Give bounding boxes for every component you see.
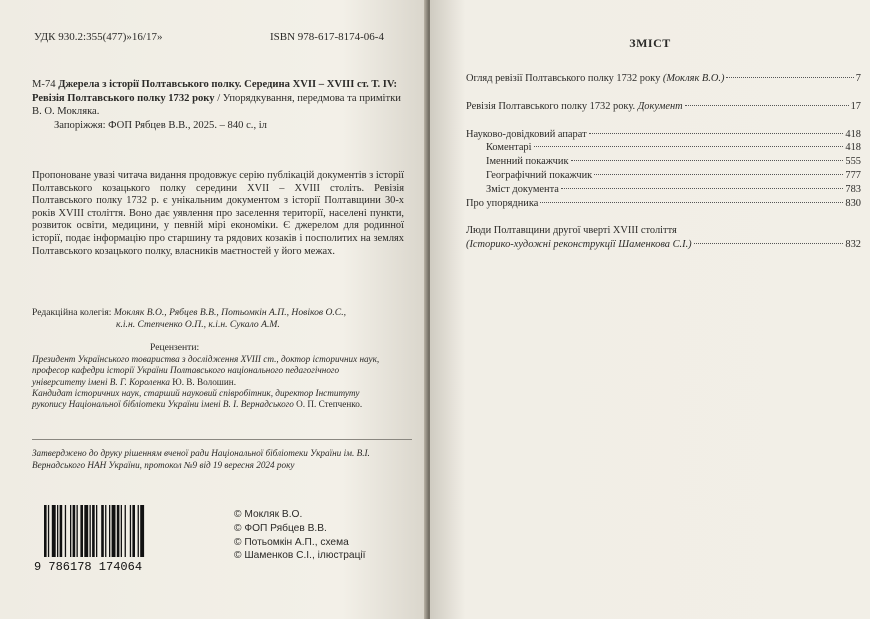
toc-leader xyxy=(589,133,844,134)
editorial-board-line2: к.і.н. Степченко О.П., к.і.н. Сукало А.М. xyxy=(116,319,280,330)
abstract: Пропоноване увазі читача видання продовжує серію публікацій документів з історії Полтавського козацького полку середини XVII – XVIII століть. Ревізія Полтавського полку 1732 р. є унікальним документом з історії Полтавщини 30-х років XVIII століття. Воно дає уявлення про заселення території, населені пункти, розвиток освіти, медицини, у певній мірі економіки. Є джерелом для родинної історії, подає інформацію про старшину та рядових козаків і посполитих на землях Полтавського козацького полку, власників маєтностей у його межах. xyxy=(32,170,404,257)
barcode-bar xyxy=(60,505,63,557)
right-page xyxy=(430,0,870,619)
barcode-bar xyxy=(117,505,120,557)
udk-code: УДК 930.2:355(477)»16/17» xyxy=(34,31,163,43)
barcode-bar xyxy=(101,505,104,557)
toc-entry-title: Огляд ревізії Полтавського полку 1732 року xyxy=(466,73,661,84)
left-page xyxy=(0,0,428,619)
toc-entry xyxy=(466,72,861,85)
copyright-item: © Потьомкін А.П., схема xyxy=(234,536,349,548)
barcode-bar xyxy=(125,505,126,557)
toc-leader xyxy=(594,174,843,175)
toc-page-number: 418 xyxy=(845,142,861,153)
barcode-bar xyxy=(112,505,116,557)
barcode-bar xyxy=(57,505,58,557)
barcode-bar xyxy=(90,505,91,557)
editorial-board-label: Редакційна колегія: xyxy=(32,307,112,318)
toc-entry-title: Люди Полтавщини другої чверті XVIII століття xyxy=(466,225,677,236)
toc-entry-title: Іменний покажчик xyxy=(486,156,569,167)
barcode-bar xyxy=(77,505,78,557)
toc-subentry xyxy=(486,141,861,154)
catalog-code: М-74 xyxy=(32,79,56,90)
book-editors-note: / Упорядкування, передмова та примітки В. О. Мокляка. xyxy=(32,92,401,117)
toc-entry-author: (Мокляк В.О.) xyxy=(662,73,725,84)
toc-page-number: 17 xyxy=(850,101,861,112)
barcode-bar xyxy=(130,505,131,557)
barcode-bar xyxy=(96,505,97,557)
barcode-bar xyxy=(84,505,88,557)
barcode-bar xyxy=(52,505,56,557)
copyright-item: © Мокляк В.О. xyxy=(234,509,303,520)
copyright-item: © ФОП Рябцев В.В. xyxy=(234,522,327,534)
toc-entry-subtitle: (Історико-художні реконструкції Шаменкова С.І.) xyxy=(466,239,692,250)
copyright-item: © Шаменков С.І., ілюстрації xyxy=(234,550,366,562)
editorial-board-line1: Мокляк В.О., Рябцев В.В., Потьомкін А.П., Новіков О.С., xyxy=(113,307,346,318)
barcode-digits: 9 786178 174064 xyxy=(34,560,143,573)
toc-leader xyxy=(534,146,844,147)
reviewer-1-name: Ю. В. Волошин. xyxy=(172,376,237,387)
toc-entry-title: Науково-довідковий апарат xyxy=(466,129,587,140)
barcode-bar xyxy=(80,505,83,557)
toc-page-number: 832 xyxy=(845,239,861,250)
barcode-bar xyxy=(138,505,139,557)
toc-leader xyxy=(685,105,849,106)
barcode-bar xyxy=(121,505,122,557)
barcode xyxy=(32,503,212,573)
barcode-bar xyxy=(48,505,49,557)
imprint: Запоріжжя: ФОП Рябцев В.В., 2025. – 840 с., іл xyxy=(54,119,267,131)
approval-note: Затверджено до друку рішенням вченої ради Національної бібліотеки України ім. В.І. Вернадського НАН України, протокол №9 від 19 вересня 2024 року xyxy=(32,448,370,470)
toc-entry xyxy=(466,128,861,141)
toc-entry-title: Коментарі xyxy=(486,142,532,153)
reviewer-1: Президент Українського товариства з дослідження XVIII ст., доктор історичних наук, професор кафедри історії України Полтавського національного педагогічного університету імені В. Г. Короленка xyxy=(32,354,380,387)
toc-page-number: 777 xyxy=(845,170,861,181)
isbn: ISBN 978-617-8174-06-4 xyxy=(270,31,384,43)
toc-page-number: 418 xyxy=(845,129,861,140)
toc-leader xyxy=(694,243,844,244)
barcode-bar xyxy=(73,505,76,557)
barcode-bar xyxy=(109,505,110,557)
barcode-bar xyxy=(65,505,66,557)
toc-page-number: 555 xyxy=(845,156,861,167)
barcode-bar xyxy=(44,505,47,557)
barcode-bar xyxy=(70,505,71,557)
toc-entry-title: Ревізія Полтавського полку 1732 року. xyxy=(466,101,636,112)
toc-subentry xyxy=(486,183,861,196)
toc-subentry xyxy=(486,155,861,168)
toc-entry xyxy=(466,197,861,210)
toc-subentry xyxy=(486,169,861,182)
barcode-bar xyxy=(105,505,106,557)
reviewer-2-name: О. П. Степченко. xyxy=(296,399,363,410)
catalog-entry xyxy=(32,78,404,132)
toc-page-number: 7 xyxy=(855,73,861,84)
barcode-bar xyxy=(140,505,144,557)
barcode-bar xyxy=(132,505,135,557)
toc-leader xyxy=(561,188,844,189)
toc-title: ЗМІСТ xyxy=(629,36,671,50)
barcode-bar xyxy=(92,505,95,557)
divider xyxy=(32,439,412,440)
toc-page-number: 783 xyxy=(845,184,861,195)
toc-entry-title: Про упорядника xyxy=(466,198,539,209)
toc-entry xyxy=(466,238,861,251)
toc-entry xyxy=(466,100,861,113)
toc-entry-title: Географічний покажчик xyxy=(486,170,593,181)
copyright-list xyxy=(234,508,366,563)
toc-entry-subtitle: Документ xyxy=(637,101,683,112)
toc-entry-title: Зміст документа xyxy=(486,184,559,195)
reviewers-title: Рецензенти: xyxy=(150,342,200,353)
toc-leader xyxy=(726,77,853,78)
editorial-board xyxy=(32,307,404,331)
reviewer-2: Кандидат історичних наук, старший науковий співробітник, директор Інституту рукопису Національної бібліотеки України імені В. І. Вернадського xyxy=(32,387,360,410)
toc-page-number: 830 xyxy=(845,198,861,209)
toc-leader xyxy=(571,160,844,161)
toc-leader xyxy=(540,202,843,203)
reviewers xyxy=(32,354,394,410)
book-title: Джерела з історії Полтавського полку. Середина XVII – XVIII ст. Т. IV: Ревізія Полтавського полку 1732 року xyxy=(32,79,398,104)
